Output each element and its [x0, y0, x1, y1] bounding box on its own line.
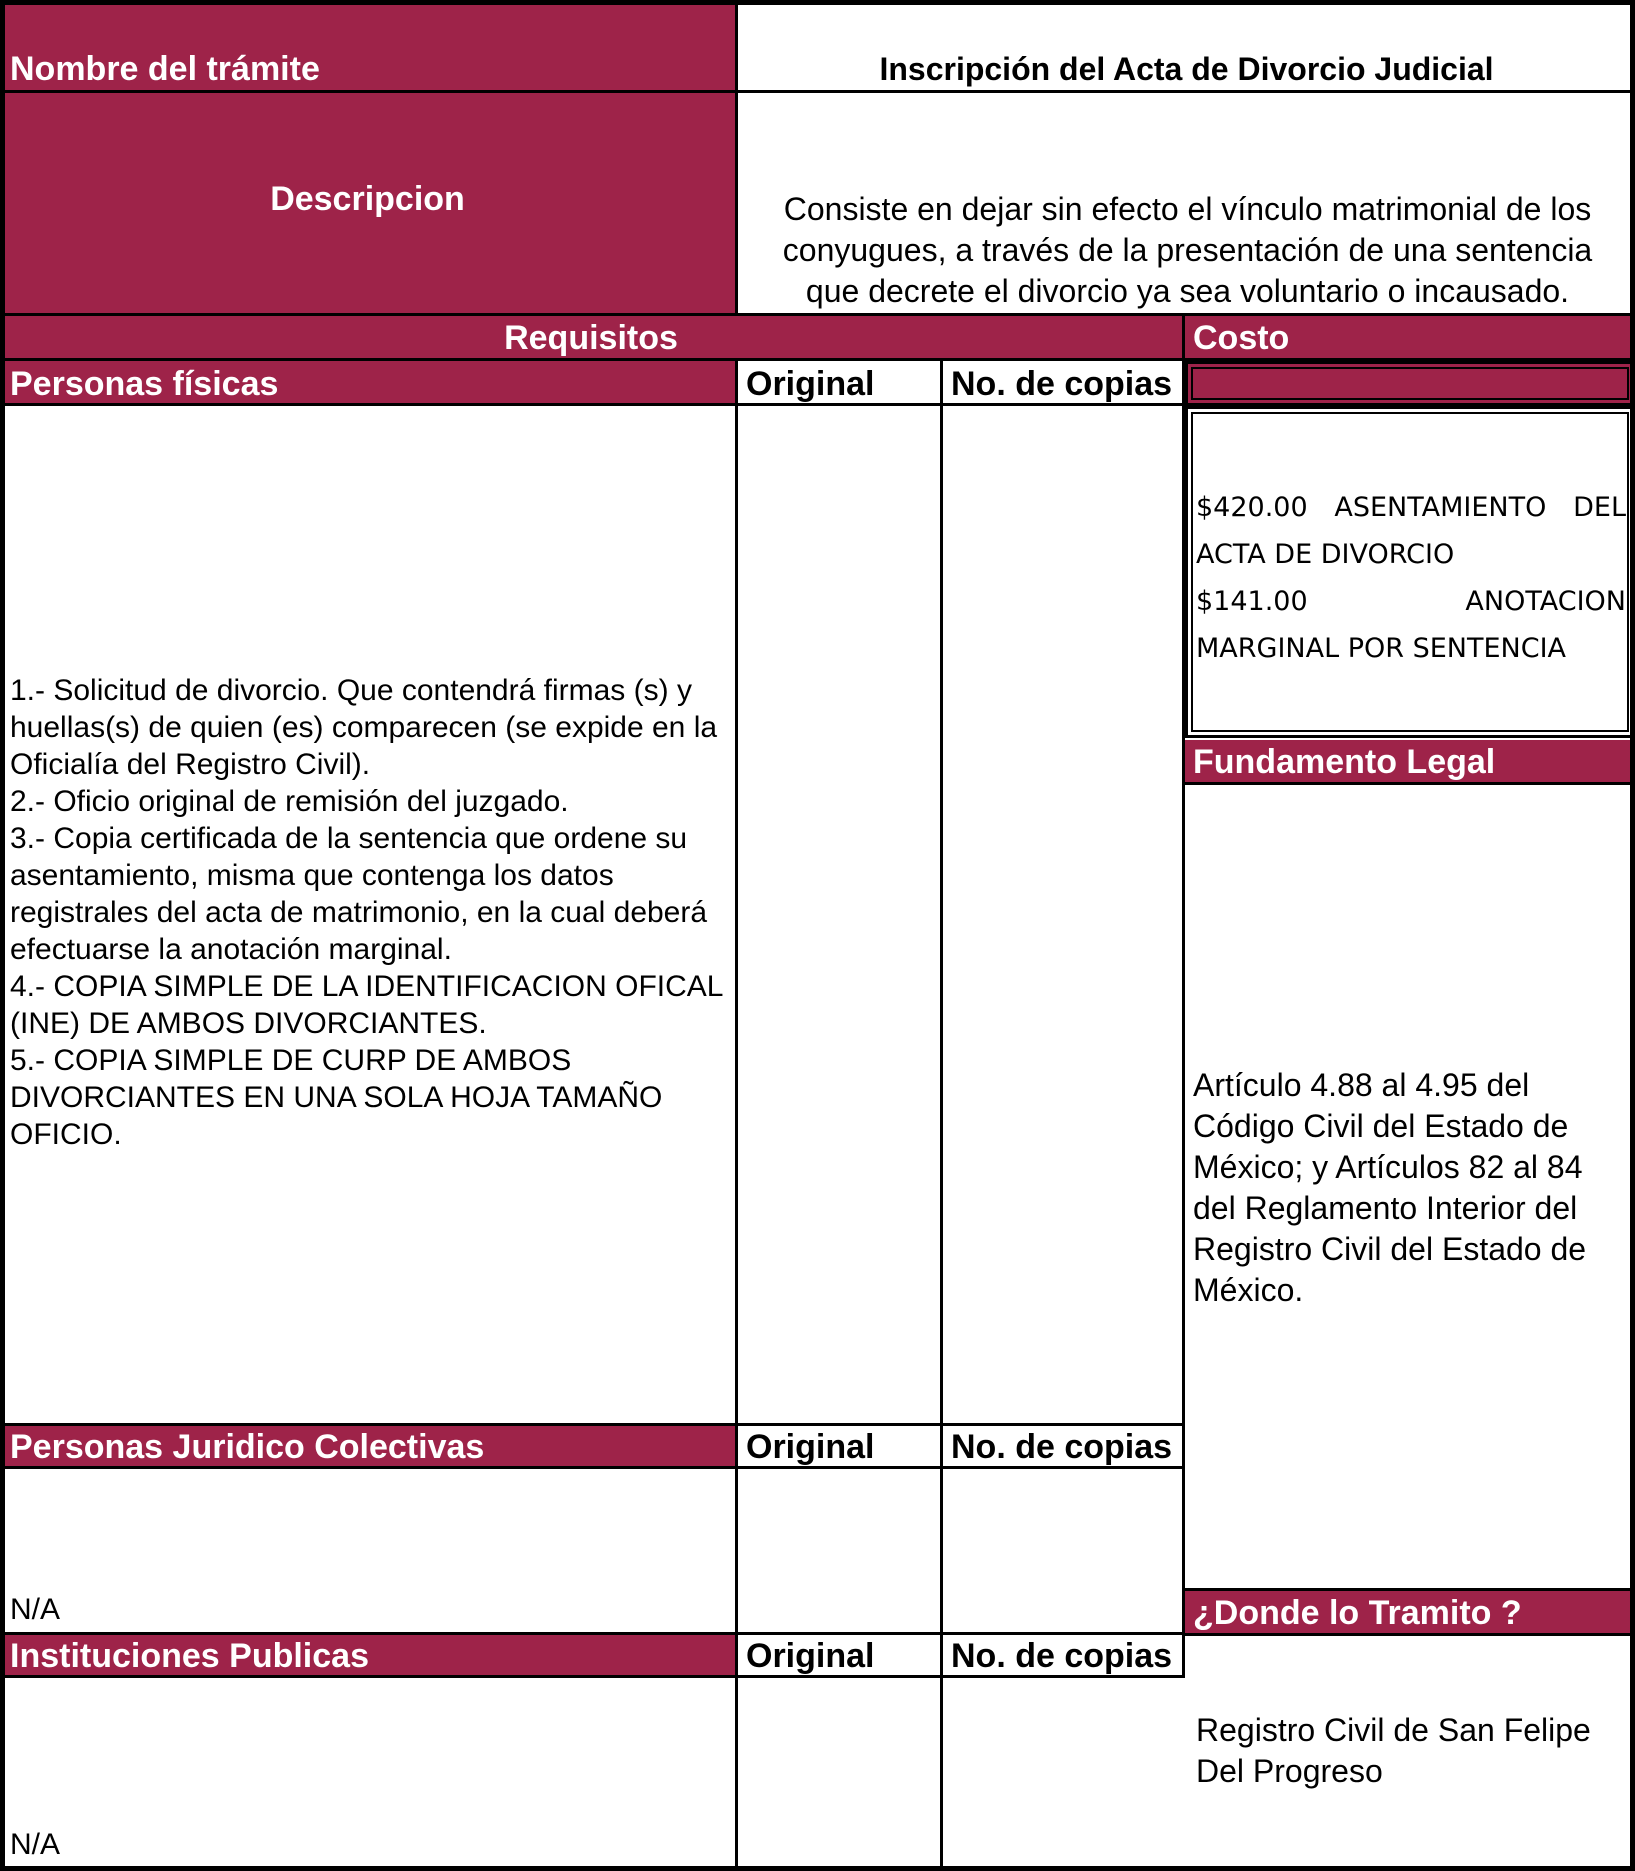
col-original-label: Original — [746, 1428, 875, 1466]
fundamento-text: Artículo 4.88 al 4.95 del Código Civil del Estado de México; y Artículos 82 al 84 del Reglamento Interior del Registro Civil del Estado de México. — [1193, 1067, 1587, 1308]
col-copias-header-3 — [943, 1635, 1185, 1678]
requisitos-title: Requisitos — [504, 319, 678, 357]
costo-line: $420.00 ASENTAMIENTO DEL ACTA DE DIVORCIO — [1196, 492, 1626, 570]
costo-header — [1185, 316, 1635, 361]
personas-fisicas-list — [10, 672, 729, 1153]
donde-text: Registro Civil de San Felipe Del Progreso — [1196, 1712, 1591, 1789]
costo-content — [1185, 406, 1635, 738]
requisito-item: 5.- COPIA SIMPLE DE CURP DE AMBOS DIVORCIANTES EN UNA SOLA HOJA TAMAÑO OFICIO. — [10, 1044, 663, 1151]
personas-juridico-content — [0, 1469, 738, 1635]
col-original-header — [738, 361, 943, 406]
descripcion-value-cell — [738, 93, 1635, 316]
donde-title: ¿Donde lo Tramito ? — [1193, 1594, 1522, 1632]
personas-fisicas-copias — [943, 406, 1185, 1426]
personas-fisicas-label: Personas físicas — [10, 365, 279, 403]
col-copias-label: No. de copias — [951, 1428, 1173, 1466]
costo-subband — [1185, 361, 1635, 406]
col-original-header-3 — [738, 1635, 943, 1678]
fundamento-title: Fundamento Legal — [1193, 743, 1496, 781]
personas-juridico-value: N/A — [10, 1593, 61, 1626]
requisitos-header — [0, 316, 1185, 361]
instituciones-content — [0, 1678, 738, 1871]
col-original-label: Original — [746, 365, 875, 403]
descripcion-label-cell — [0, 93, 738, 316]
nombre-value-cell — [738, 0, 1635, 93]
requisito-item: 1.- Solicitud de divorcio. Que contendrá firmas (s) y huellas(s) de quien (es) comparecen (se expide en la Oficialía del Registro Civil). — [10, 674, 718, 781]
tramite-title: Inscripción del Acta de Divorcio Judicial — [879, 51, 1494, 87]
personas-fisicas-original — [738, 406, 943, 1426]
instituciones-copias — [943, 1678, 1185, 1871]
requisito-item: 4.- COPIA SIMPLE DE LA IDENTIFICACION OFICAL (INE) DE AMBOS DIVORCIANTES. — [10, 970, 723, 1040]
col-copias-header — [943, 361, 1185, 406]
personas-fisicas-content — [0, 406, 738, 1426]
descripcion-label: Descripcion — [270, 180, 465, 218]
donde-header — [1185, 1591, 1635, 1636]
personas-juridico-header — [0, 1426, 738, 1469]
donde-content — [1182, 1636, 1635, 1871]
nombre-label-cell — [0, 0, 738, 93]
personas-fisicas-header — [0, 361, 738, 406]
col-copias-header-2 — [943, 1426, 1185, 1469]
instituciones-header — [0, 1635, 738, 1678]
nombre-label: Nombre del trámite — [10, 50, 320, 88]
requisito-item: 3.- Copia certificada de la sentencia que ordene su asentamiento, misma que contenga los datos registrales del acta de matrimonio, en la cual deberá efectuarse la anotación marginal. — [10, 822, 708, 966]
col-copias-label: No. de copias — [951, 365, 1173, 403]
costo-title: Costo — [1193, 319, 1290, 357]
personas-juridico-label: Personas Juridico Colectivas — [10, 1428, 485, 1466]
instituciones-value: N/A — [10, 1828, 61, 1861]
fundamento-content — [1185, 785, 1635, 1591]
col-copias-label: No. de copias — [951, 1637, 1173, 1675]
costo-text — [1196, 484, 1626, 672]
col-original-label: Original — [746, 1637, 875, 1675]
personas-juridico-original — [738, 1469, 943, 1635]
col-original-header-2 — [738, 1426, 943, 1469]
instituciones-label: Instituciones Publicas — [10, 1637, 369, 1675]
fundamento-header — [1185, 740, 1635, 785]
requisito-item: 2.- Oficio original de remisión del juzgado. — [10, 785, 569, 818]
instituciones-original — [738, 1678, 943, 1871]
personas-juridico-copias — [943, 1469, 1185, 1635]
descripcion-text: Consiste en dejar sin efecto el vínculo matrimonial de los conyugues, a través de la presentación de una sentencia que decrete el divorcio ya sea voluntario o incausado. — [782, 191, 1593, 309]
costo-line: $141.00 ANOTACION MARGINAL POR SENTENCIA — [1196, 586, 1626, 664]
